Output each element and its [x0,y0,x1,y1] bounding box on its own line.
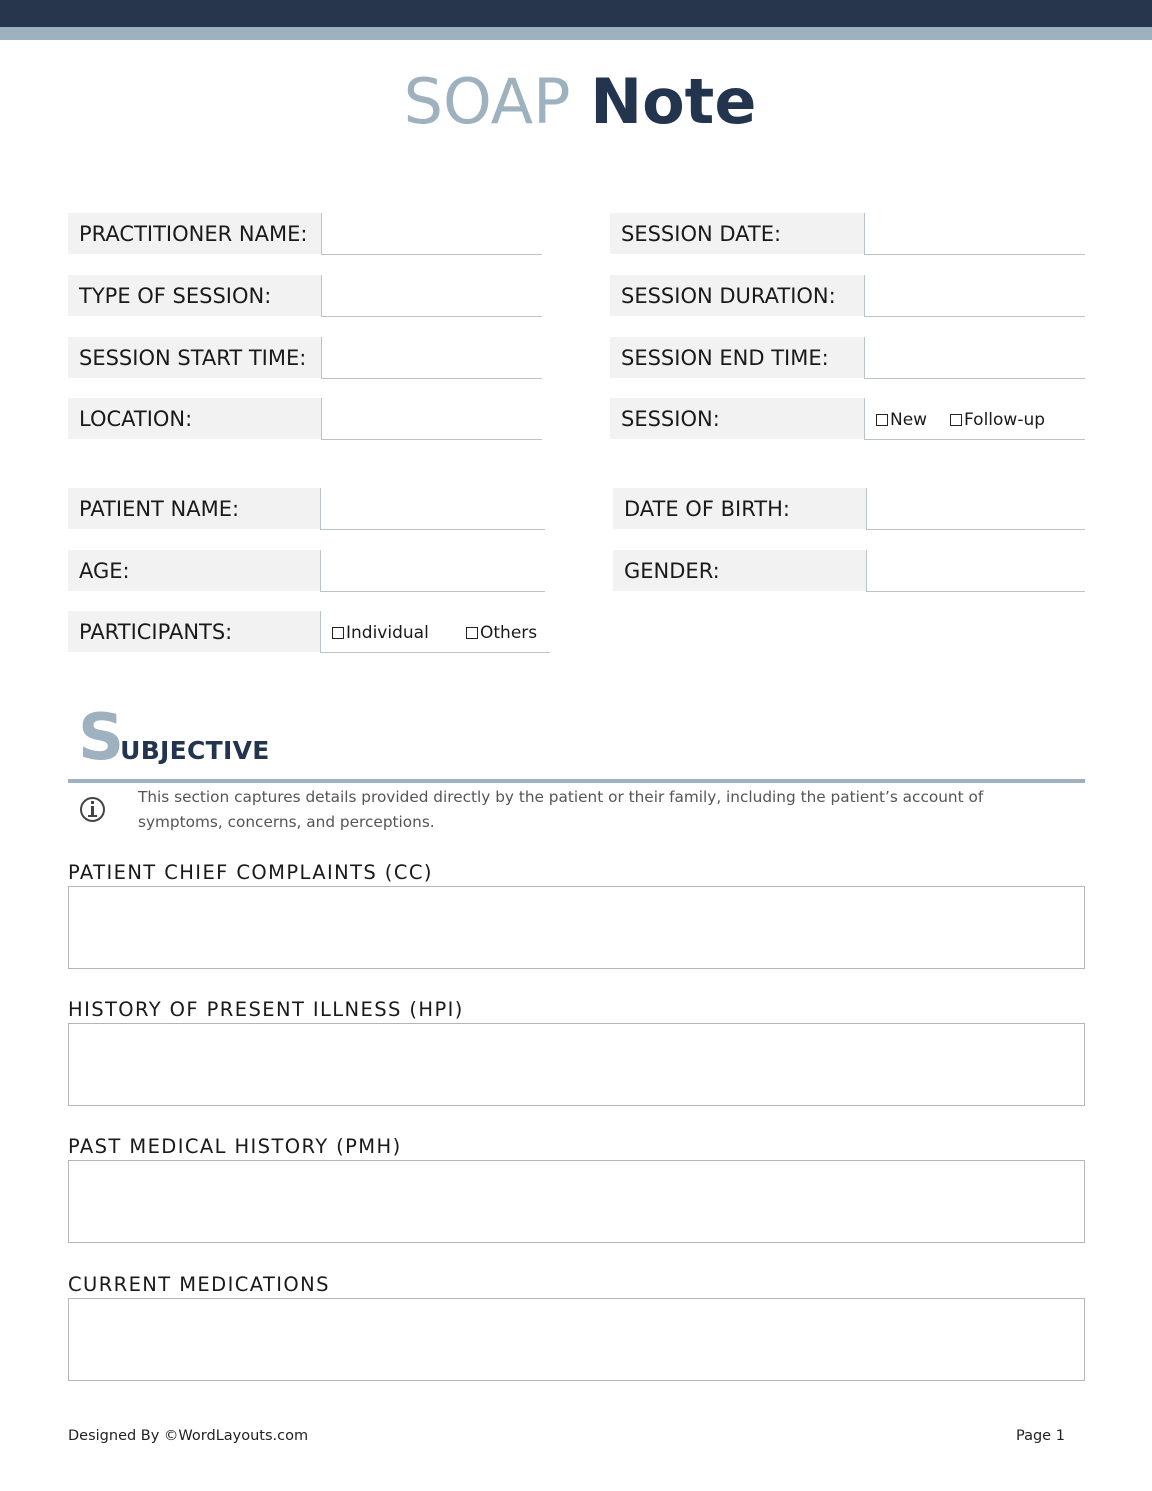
section-heading-subjective [78,701,270,775]
field-session-date [610,213,1085,254]
field-label: AGE: [68,550,320,591]
label-past-medical-history: PAST MEDICAL HISTORY (PMH) [68,1135,402,1158]
checkbox-icon [466,627,478,639]
header-bar-light [0,27,1152,40]
history-present-illness-textarea[interactable] [68,1023,1085,1106]
field-age [68,550,545,591]
gender-input[interactable] [866,550,1085,592]
field-label: TYPE OF SESSION: [68,275,321,316]
field-location [68,398,542,439]
title-note: Note [590,65,757,138]
session-date-input[interactable] [864,213,1085,255]
date-of-birth-input[interactable] [866,488,1085,530]
field-patient-name [68,488,545,529]
checkbox-individual[interactable] [332,611,429,655]
session-start-time-input[interactable] [321,337,542,379]
title-soap: SOAP [403,65,571,138]
field-session-duration [610,275,1085,316]
age-input[interactable] [320,550,545,592]
field-label: DATE OF BIRTH: [613,488,866,529]
checkbox-label: New [890,410,928,430]
location-input[interactable] [321,398,542,440]
heading-rest: UBJECTIVE [120,736,270,765]
page-number: Page 1 [1016,1428,1065,1444]
section-description: This section captures details provided directly by the patient or their family, including the patient’s account of symptoms, concerns, and perceptions. [138,788,984,831]
field-session-end-time [610,337,1085,378]
practitioner-name-input[interactable] [321,213,542,255]
checkbox-others[interactable] [466,611,537,655]
field-label: LOCATION: [68,398,321,439]
header-bar-dark [0,0,1152,27]
page-title [0,64,1152,140]
checkbox-icon [950,414,962,426]
field-label: SESSION START TIME: [68,337,321,378]
checkbox-label: Individual [346,623,429,643]
label-history-present-illness: HISTORY OF PRESENT ILLNESS (HPI) [68,998,464,1021]
field-label: SESSION DATE: [610,213,864,254]
field-session-type [610,398,1085,439]
patient-name-input[interactable] [320,488,545,530]
footer-credit: Designed By ©WordLayouts.com [68,1428,309,1444]
session-end-time-input[interactable] [864,337,1085,379]
label-current-medications: CURRENT MEDICATIONS [68,1273,330,1296]
checkbox-new[interactable] [876,398,927,442]
checkbox-icon [876,414,888,426]
field-practitioner-name [68,213,542,254]
field-label: PARTICIPANTS: [68,611,320,652]
field-label: PRACTITIONER NAME: [68,213,321,254]
chief-complaints-textarea[interactable] [68,886,1085,969]
participants-options [320,611,550,653]
field-participants [68,611,550,652]
field-label: PATIENT NAME: [68,488,320,529]
field-date-of-birth [613,488,1085,529]
past-medical-history-textarea[interactable] [68,1160,1085,1243]
current-medications-textarea[interactable] [68,1298,1085,1381]
type-of-session-input[interactable] [321,275,542,317]
checkbox-label: Others [480,623,538,643]
field-session-start-time [68,337,542,378]
session-options [864,398,1085,440]
field-type-of-session [68,275,542,316]
field-label: SESSION: [610,398,864,439]
field-label: GENDER: [613,550,866,591]
section-divider [68,779,1085,783]
label-chief-complaints: PATIENT CHIEF COMPLAINTS (CC) [68,861,433,884]
heading-initial: S [78,701,125,775]
field-gender [613,550,1085,591]
session-duration-input[interactable] [864,275,1085,317]
info-circle-icon [80,797,105,822]
checkbox-label: Follow-up [964,410,1046,430]
checkbox-icon [332,627,344,639]
field-label: SESSION DURATION: [610,275,864,316]
field-label: SESSION END TIME: [610,337,864,378]
checkbox-follow-up[interactable] [950,398,1045,442]
